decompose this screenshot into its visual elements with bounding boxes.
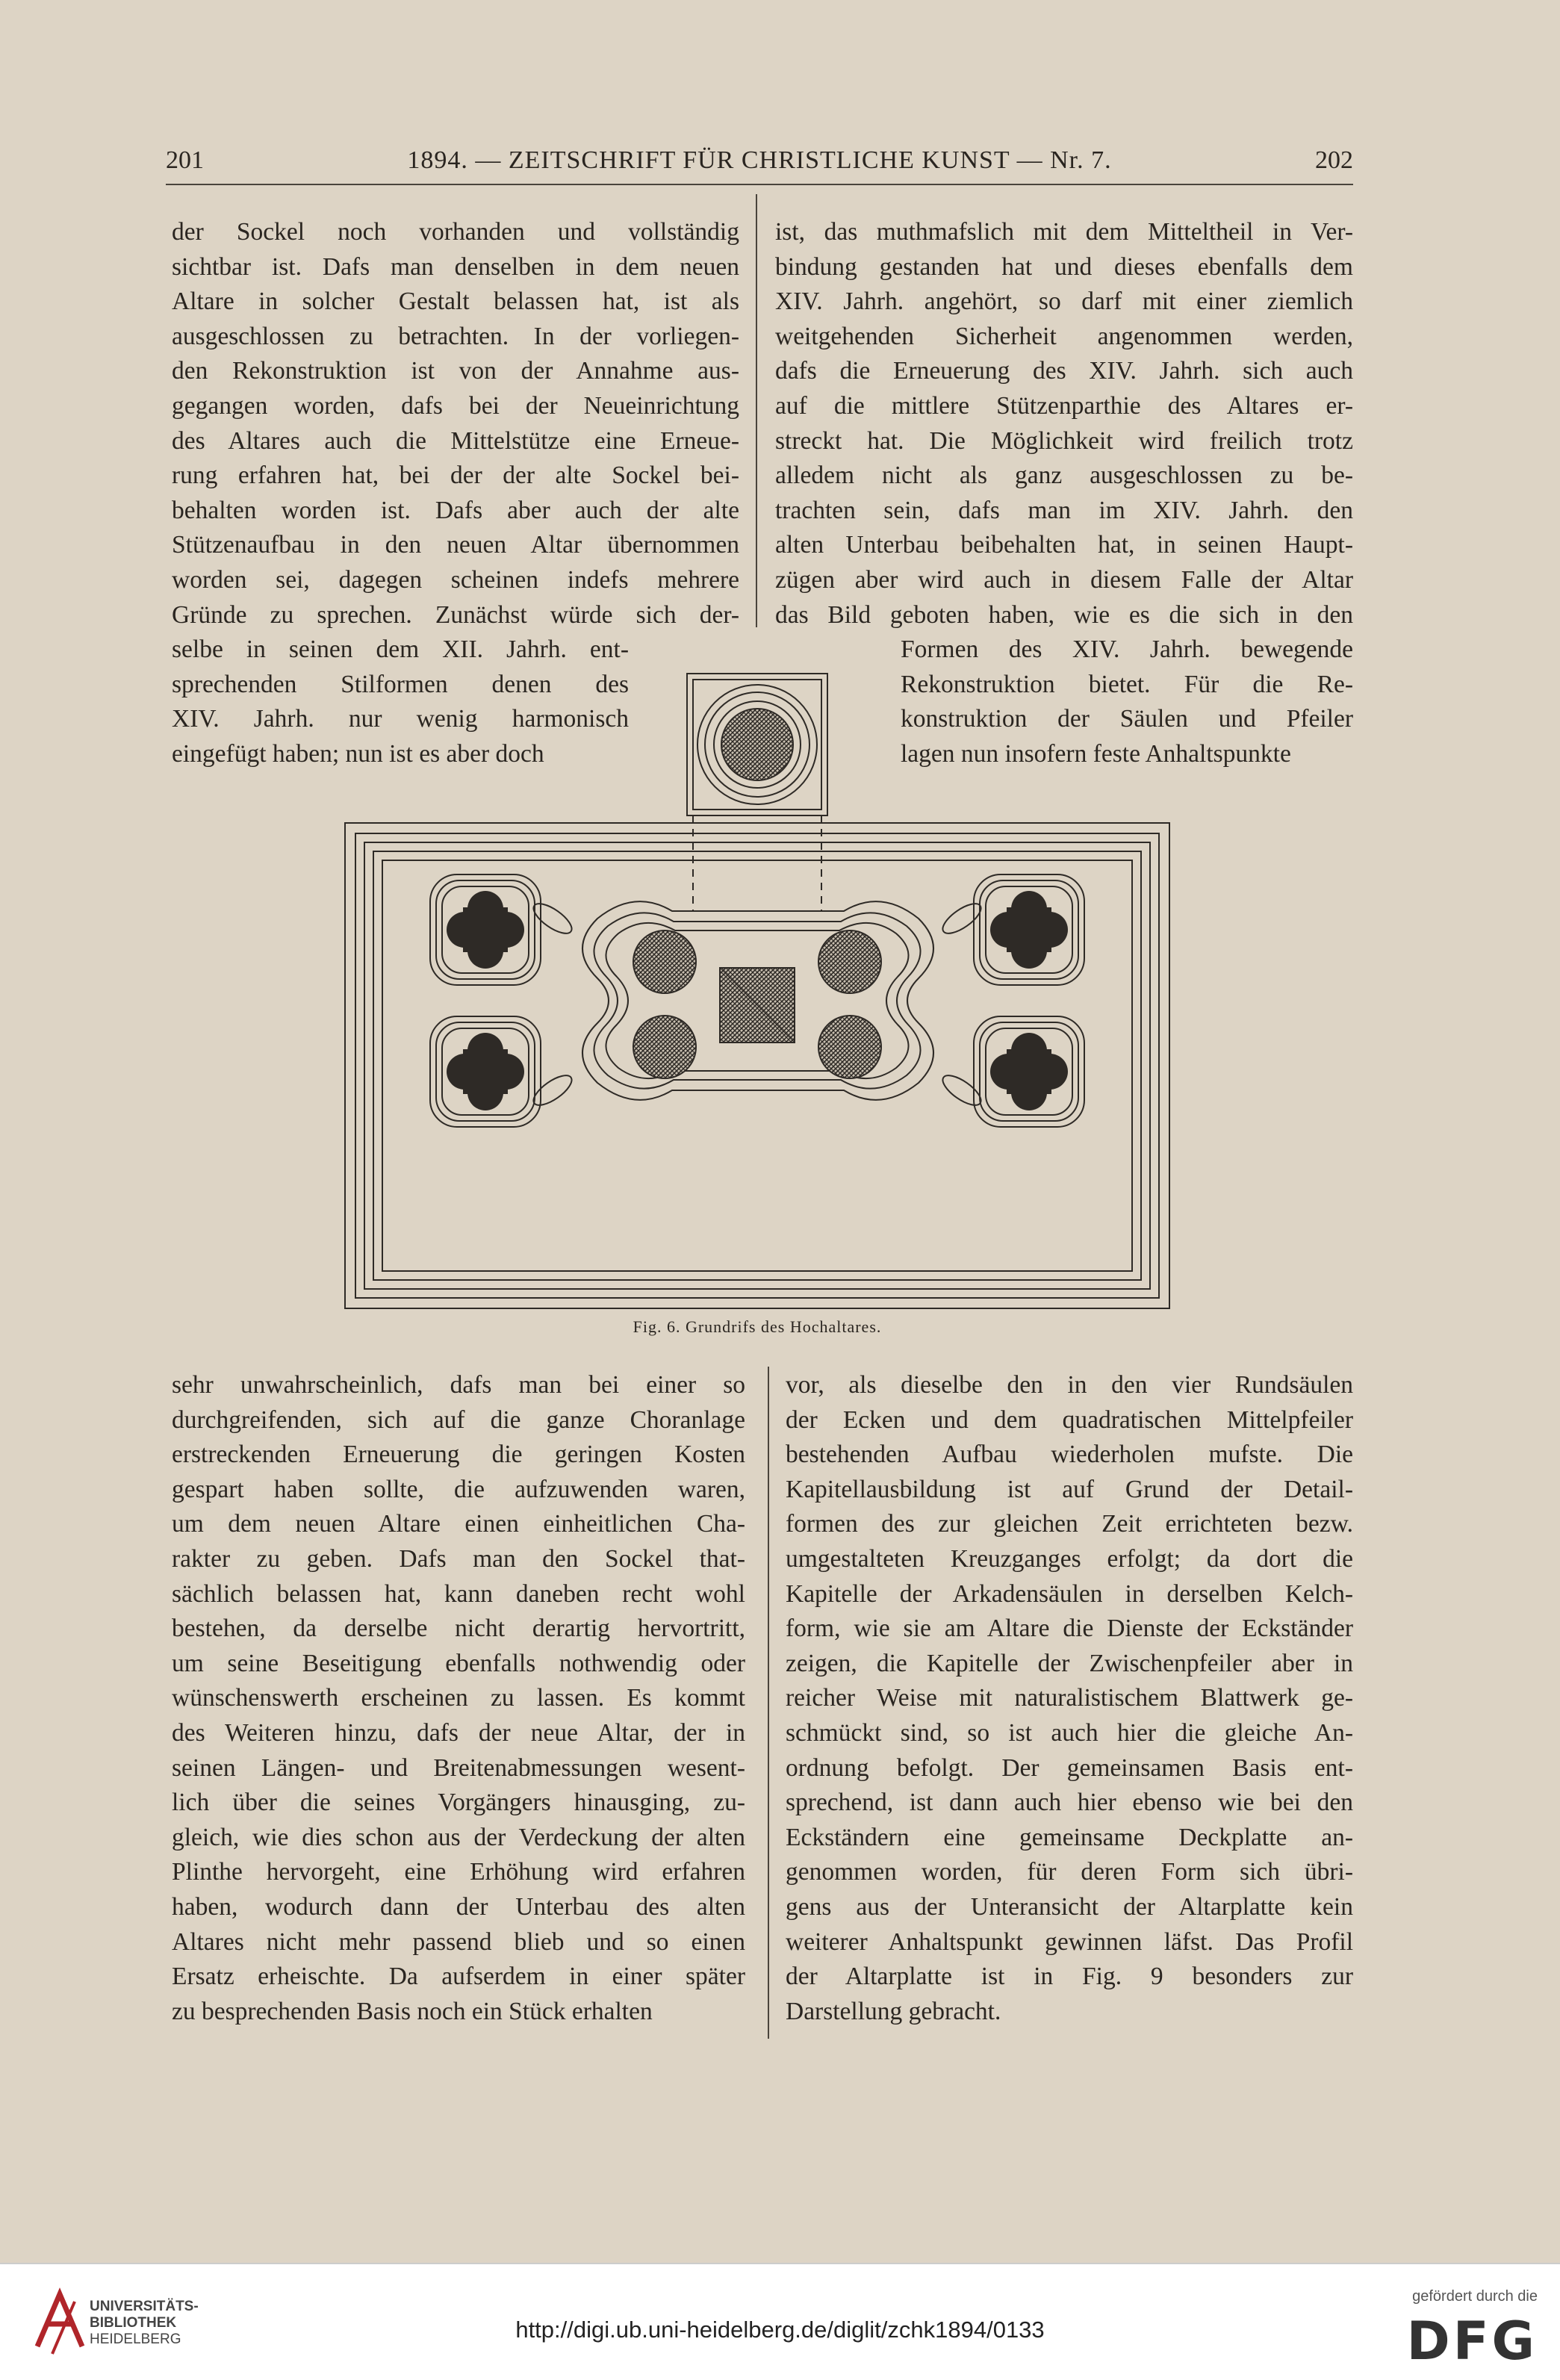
top-left-line: XIV. Jahrh. nur wenig harmonisch [172, 705, 629, 733]
bottom-right-line: reicher Weise mit naturalistischem Blattwerk ge- [786, 1684, 1353, 1712]
text-column-bottom-right [786, 1368, 1353, 2029]
bottom-left-line: bestehen, da derselbe nicht derartig hervortritt, [172, 1615, 745, 1643]
bottom-left-line: Ersatz erheischte. Da aufserdem in einer später [172, 1963, 745, 1991]
bottom-left-line: lich über die seines Vorgängers hinausging, zu- [172, 1789, 745, 1817]
bottom-right-line: formen des zur gleichen Zeit errichteten bezw. [786, 1510, 1353, 1538]
header-rule [166, 184, 1353, 185]
top-right-line: XIV. Jahrh. angehört, so darf mit einer ziemlich [775, 288, 1353, 316]
top-left-line: sprechenden Stilformen denen des [172, 670, 629, 698]
pillar-nw [430, 874, 541, 985]
column-divider-top [756, 194, 757, 627]
column-ne [818, 930, 881, 993]
page-number-left: 201 [166, 146, 204, 174]
top-left-line: sichtbar ist. Dafs man denselben in dem neuen [172, 252, 739, 281]
page-number-right: 202 [1315, 146, 1353, 174]
top-left-line: ausgeschlossen zu betrachten. In der vorliegen- [172, 322, 739, 350]
bottom-left-line: um dem neuen Altare einen einheitlichen Cha- [172, 1510, 745, 1538]
top-left-line: selbe in seinen dem XII. Jahrh. ent- [172, 636, 629, 664]
bottom-right-line: zeigen, die Kapitelle der Zwischenpfeiler aber in [786, 1649, 1353, 1677]
permalink-url[interactable]: http://digi.ub.uni-heidelberg.de/diglit/zchk1894/0133 [515, 2317, 1045, 2343]
library-line-2: BIBLIOTHEK [90, 2315, 177, 2331]
bottom-right-line: vor, als dieselbe den in den vier Rundsäulen [786, 1371, 1353, 1399]
bottom-right-line: ordnung befolgt. Der gemeinsamen Basis ent- [786, 1753, 1353, 1782]
bottom-left-line: gespart haben sollte, die aufzuwenden waren, [172, 1475, 745, 1503]
pillar-ne [974, 874, 1084, 985]
bottom-right-line: Eckständern eine gemeinsame Deckplatte an- [786, 1823, 1353, 1851]
bottom-right-line: der Ecken und dem quadratischen Mittelpfeiler [786, 1405, 1353, 1434]
central-square-pillar [720, 968, 795, 1043]
top-right-line: lagen nun insofern feste Anhaltspunkte [901, 739, 1291, 768]
bottom-left-line: Plinthe hervorgeht, eine Erhöhung wird erfahren [172, 1858, 745, 1886]
bottom-left-line: seinen Längen- und Breitenabmessungen wesent- [172, 1753, 745, 1782]
dfg-logo: DFG [1406, 2311, 1538, 2372]
bottom-right-line: gens aus der Unteransicht der Altarplatte kein [786, 1892, 1353, 1921]
top-right-line: konstruktion der Säulen und Pfeiler [901, 705, 1353, 733]
bottom-left-line: wünschenswerth erscheinen zu lassen. Es kommt [172, 1684, 745, 1712]
column-se [818, 1016, 881, 1078]
top-right-line: weitgehenden Sicherheit angenommen werden, [775, 322, 1353, 350]
bottom-right-line: form, wie sie am Altare die Dienste der Eckständer [786, 1615, 1353, 1643]
bottom-right-line: Kapitelle der Arkadensäulen in derselben Kelch- [786, 1579, 1353, 1608]
top-right-line: das Bild geboten haben, wie es die sich in den [775, 600, 1353, 629]
figure-caption: Fig. 6. Grundrifs des Hochaltares. [633, 1317, 882, 1336]
top-left-line: eingefügt haben; nun ist es aber doch [172, 739, 544, 768]
running-header [166, 146, 1353, 184]
digitization-footer [0, 2263, 1560, 2380]
top-left-line: des Altares auch die Mittelstütze eine Erneue- [172, 426, 739, 455]
column-sw [633, 1016, 696, 1078]
library-line-3: HEIDELBERG [90, 2331, 181, 2347]
bottom-left-line: erstreckenden Erneuerung die geringen Kosten [172, 1441, 745, 1469]
top-right-line: ist, das muthmafslich mit dem Mitteltheil in Ver- [775, 218, 1353, 246]
bottom-right-line: sprechend, ist dann auch hier ebenso wie bei den [786, 1789, 1353, 1817]
bottom-left-line: sächlich belassen hat, kann daneben recht wohl [172, 1579, 745, 1608]
bottom-right-line: bestehenden Aufbau wiederholen mufste. Die [786, 1441, 1353, 1469]
top-left-line: Gründe zu sprechen. Zunächst würde sich der- [172, 600, 739, 629]
top-left-line: den Rekonstruktion ist von der Annahme aus- [172, 357, 739, 385]
bottom-left-line: zu besprechenden Basis noch ein Stück erhalten [172, 1997, 653, 2025]
bottom-left-line: um seine Beseitigung ebenfalls nothwendig oder [172, 1649, 745, 1677]
bottom-right-line: schmückt sind, so ist auch hier die gleiche An- [786, 1718, 1353, 1747]
bottom-left-line: sehr unwahrscheinlich, dafs man bei einer so [172, 1371, 745, 1399]
bottom-right-line: genommen worden, für deren Form sich übri- [786, 1858, 1353, 1886]
top-right-line: bindung gestanden hat und dieses ebenfalls dem [775, 252, 1353, 281]
top-right-line: dafs die Erneuerung des XIV. Jahrh. sich auch [775, 357, 1353, 385]
top-left-line: Stützenaufbau in den neuen Altar übernommen [172, 531, 739, 559]
text-column-bottom-left [172, 1368, 745, 2029]
altar-floor-plan-figure [336, 672, 1178, 1314]
top-right-line: zügen aber wird auch in diesem Falle der Altar [775, 565, 1353, 594]
bottom-left-line: rakter zu geben. Dafs man den Sockel that- [172, 1544, 745, 1573]
bottom-right-line: weiterer Anhaltspunkt gewinnen läfst. Das Profil [786, 1927, 1353, 1956]
bottom-left-line: gleich, wie dies schon aus der Verdeckung der alten [172, 1823, 745, 1851]
bottom-left-line: haben, wodurch dann der Unterbau des alten [172, 1892, 745, 1921]
bottom-right-line: Darstellung gebracht. [786, 1997, 1001, 2025]
top-left-line: der Sockel noch vorhanden und vollständig [172, 218, 739, 246]
pillar-se [974, 1016, 1084, 1127]
top-left-line: worden sei, dagegen scheinen indefs mehrere [172, 565, 739, 594]
pillar-sw [430, 1016, 541, 1127]
library-line-1: UNIVERSITÄTS- [90, 2299, 199, 2314]
top-right-line: Formen des XIV. Jahrh. bewegende [901, 636, 1353, 664]
top-right-line: Rekonstruktion bietet. Für die Re- [901, 670, 1353, 698]
journal-title: 1894. — ZEITSCHRIFT FÜR CHRISTLICHE KUNST — Nr. 7. [407, 146, 1112, 174]
top-right-line: streckt hat. Die Möglichkeit wird freilich trotz [775, 426, 1353, 455]
column-divider-bottom [768, 1367, 769, 2039]
bottom-right-line: umgestalteten Kreuzganges erfolgt; da dort die [786, 1544, 1353, 1573]
column-nw [633, 930, 696, 993]
bottom-right-line: der Altarplatte ist in Fig. 9 besonders zur [786, 1963, 1353, 1991]
top-right-line: alledem nicht als ganz ausgeschlossen zu be- [775, 462, 1353, 490]
top-left-line: gegangen worden, dafs bei der Neueinrichtung [172, 391, 739, 420]
top-left-line: behalten worden ist. Dafs aber auch der alte [172, 496, 739, 524]
top-right-line: alten Unterbau beibehalten hat, in seinen Haupt- [775, 531, 1353, 559]
bottom-right-line: Kapitellausbildung ist auf Grund der Detail- [786, 1475, 1353, 1503]
bottom-left-line: des Weiteren hinzu, dafs der neue Altar, der in [172, 1718, 745, 1747]
pedestal-top [687, 674, 827, 911]
top-left-line: Altare in solcher Gestalt belassen hat, ist als [172, 288, 739, 316]
bottom-left-line: Altares nicht mehr passend blieb und so einen [172, 1927, 745, 1956]
funded-by-label: gefördert durch die [1412, 2288, 1538, 2305]
top-right-line: auf die mittlere Stützenparthie des Altares er- [775, 391, 1353, 420]
bottom-left-line: durchgreifenden, sich auf die ganze Choranlage [172, 1405, 745, 1434]
top-right-line: trachten sein, dafs man im XIV. Jahrh. den [775, 496, 1353, 524]
top-left-line: rung erfahren hat, bei der der alte Sockel bei- [172, 462, 739, 490]
